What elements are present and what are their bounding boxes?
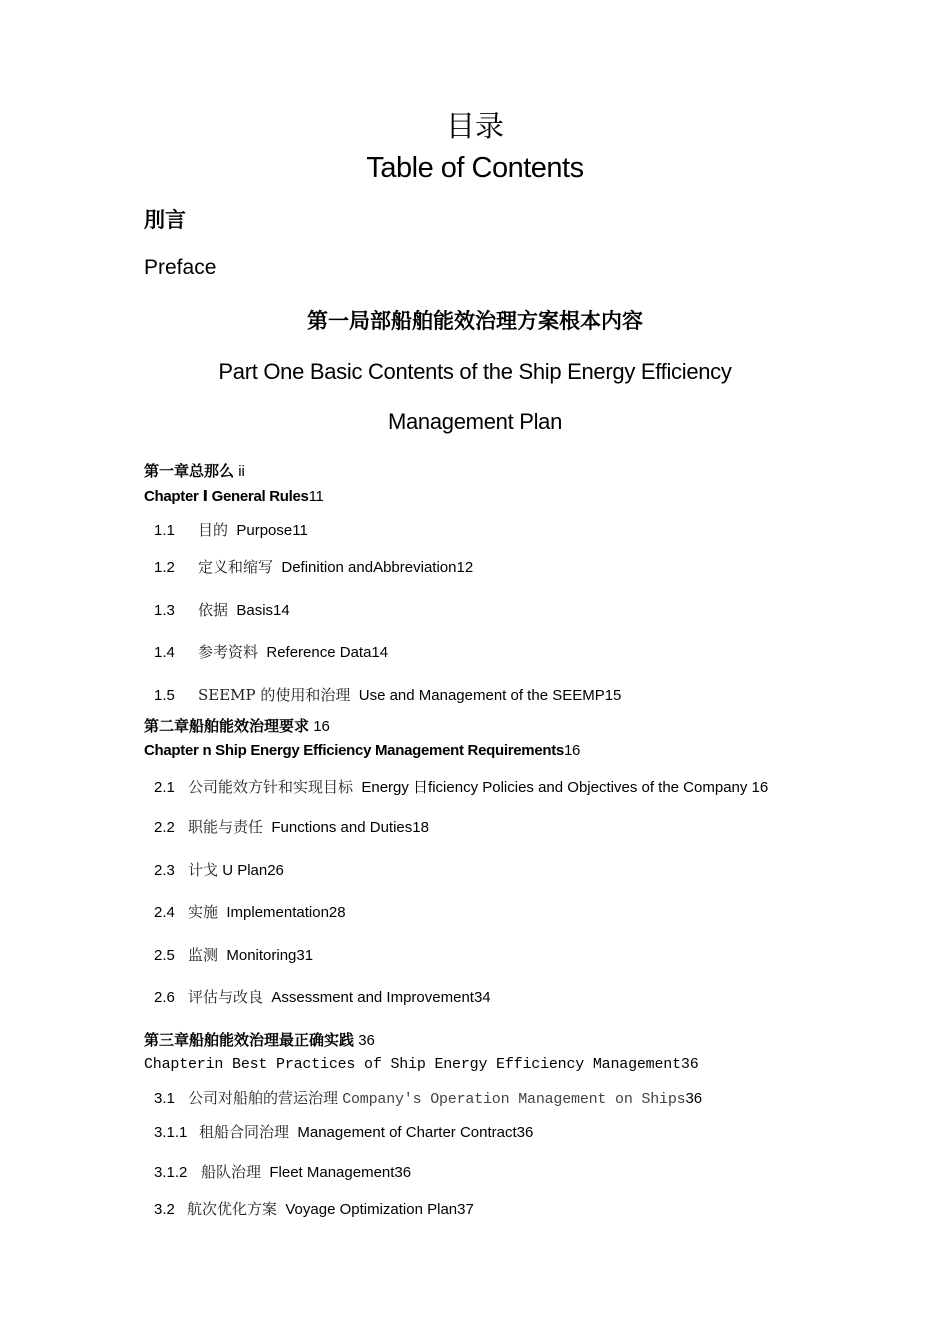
item-title-en: Assessment and Improvement34 xyxy=(271,989,491,1006)
item-title-cn: 公司能效方针和实现目标 xyxy=(188,778,354,796)
toc-title-en: Table of Contents xyxy=(366,152,584,184)
toc-item-1-4[interactable] xyxy=(154,641,388,662)
toc-item-3-2[interactable] xyxy=(154,1198,474,1219)
item-title-cn: 实施 xyxy=(188,903,219,921)
item-number: 2.3 xyxy=(154,862,175,879)
item-title-cn: 航次优化方案 xyxy=(187,1200,278,1218)
item-number: 3.2 xyxy=(154,1201,175,1218)
chapter3-page-en: 36 xyxy=(680,1056,699,1073)
chapter1-title-en: Chapter Ⅰ General Rules xyxy=(144,488,309,505)
chapter3-heading-en[interactable] xyxy=(144,1056,699,1073)
chapter1-page-cn: ii xyxy=(238,463,245,480)
item-title-cn: 计戈 xyxy=(188,861,219,879)
item-title-en: Monitoring31 xyxy=(226,947,314,964)
item-number: 1.3 xyxy=(154,602,175,619)
toc-item-3-1-2[interactable] xyxy=(154,1161,411,1182)
toc-item-2-1[interactable] xyxy=(154,776,768,797)
chapter2-title-en: Chapter n Ship Energy Efficiency Management Requirements xyxy=(144,742,564,759)
chapter2-title-cn: 第二章船舶能效治理要求 xyxy=(144,717,310,735)
item-title-en: Management of Charter Contract36 xyxy=(297,1124,534,1141)
chapter3-title-cn: 第三章船舶能效治理最正确实践 xyxy=(144,1031,355,1049)
item-title-cn: 目的 xyxy=(198,521,229,539)
chapter1-heading-cn[interactable] xyxy=(144,460,245,481)
item-number: 2.5 xyxy=(154,947,175,964)
item-number: 3.1.1 xyxy=(154,1124,188,1141)
preface-cn: 刖言 xyxy=(144,208,186,232)
item-title-cn: 职能与责任 xyxy=(188,818,264,836)
item-title-en: Purpose11 xyxy=(236,522,308,539)
part-one-title-cn: 第一局部船舶能效治理方案根本内容 xyxy=(307,309,643,333)
chapter2-heading-en[interactable] xyxy=(144,742,580,759)
item-number: 1.4 xyxy=(154,644,175,661)
chapter1-heading-en[interactable] xyxy=(144,487,324,505)
item-title-en: Reference Data14 xyxy=(266,644,389,661)
item-title-cn: 评估与改良 xyxy=(188,988,264,1006)
item-number: 2.2 xyxy=(154,819,175,836)
item-number: 1.5 xyxy=(154,687,175,704)
toc-item-2-4[interactable] xyxy=(154,901,346,922)
chapter2-page-en: 16 xyxy=(563,742,581,759)
toc-item-1-2[interactable] xyxy=(154,556,473,577)
part-one-title-en-line1: Part One Basic Contents of the Ship Energy Efficiency xyxy=(218,359,732,384)
item-title-en: Implementation28 xyxy=(226,904,346,921)
item-title-cn: 参考资料 xyxy=(198,643,259,661)
item-title-en: Use and Management of the SEEMP15 xyxy=(358,687,622,704)
item-title-en: Company's Operation Management on Ships xyxy=(342,1091,686,1108)
chapter1-title-cn: 第一章总那么 xyxy=(144,462,235,480)
toc-item-2-5[interactable] xyxy=(154,944,313,965)
toc-item-1-3[interactable] xyxy=(154,599,290,620)
item-number: 1.2 xyxy=(154,559,175,576)
item-number: 3.1.2 xyxy=(154,1164,188,1181)
chapter3-title-en: Chapterin Best Practices of Ship Energy Efficiency Management xyxy=(144,1056,681,1073)
item-title-en: Voyage Optimization Plan37 xyxy=(285,1201,474,1218)
toc-item-1-1[interactable] xyxy=(154,519,308,540)
item-title-cn: SEEMP 的使用和治理 xyxy=(198,686,351,704)
chapter1-page-en: 11 xyxy=(308,488,324,505)
item-title-cn: 船队治理 xyxy=(201,1163,262,1181)
toc-item-2-6[interactable] xyxy=(154,986,491,1007)
chapter3-heading-cn[interactable] xyxy=(144,1029,375,1050)
item-page: 36 xyxy=(685,1090,703,1107)
toc-item-3-1[interactable] xyxy=(154,1087,702,1108)
chapter2-heading-cn[interactable] xyxy=(144,715,330,736)
preface-en: Preface xyxy=(144,256,217,279)
toc-item-2-2[interactable] xyxy=(154,816,429,837)
item-title-cn: 租船合同治理 xyxy=(199,1123,290,1141)
toc-item-3-1-1[interactable] xyxy=(154,1121,533,1142)
chapter3-page-cn: 36 xyxy=(358,1032,375,1049)
item-number: 3.1 xyxy=(154,1090,175,1107)
item-title-en: Functions and Duties18 xyxy=(271,819,429,836)
toc-item-1-5[interactable] xyxy=(154,684,621,705)
item-title-en: Energy 日ficiency Policies and Objectives of the Company 16 xyxy=(361,779,769,796)
item-title-en: Basis14 xyxy=(236,602,290,619)
item-title-en: U Plan26 xyxy=(222,862,284,879)
item-title-en: Fleet Management36 xyxy=(269,1164,412,1181)
item-title-cn: 定义和缩写 xyxy=(198,558,274,576)
toc-title-cn: 目录 xyxy=(445,109,504,143)
item-title-en: Definition andAbbreviation12 xyxy=(281,559,474,576)
item-number: 2.4 xyxy=(154,904,175,921)
item-number: 1.1 xyxy=(154,522,175,539)
item-title-cn: 依据 xyxy=(198,601,229,619)
toc-item-2-3[interactable] xyxy=(154,859,284,880)
item-title-cn: 公司对船舶的营运治理 xyxy=(188,1089,339,1107)
part-one-title-en-line2: Management Plan xyxy=(387,409,563,434)
item-title-cn: 监测 xyxy=(188,946,219,964)
item-number: 2.6 xyxy=(154,989,175,1006)
chapter2-page-cn: 16 xyxy=(313,718,330,735)
item-number: 2.1 xyxy=(154,779,175,796)
